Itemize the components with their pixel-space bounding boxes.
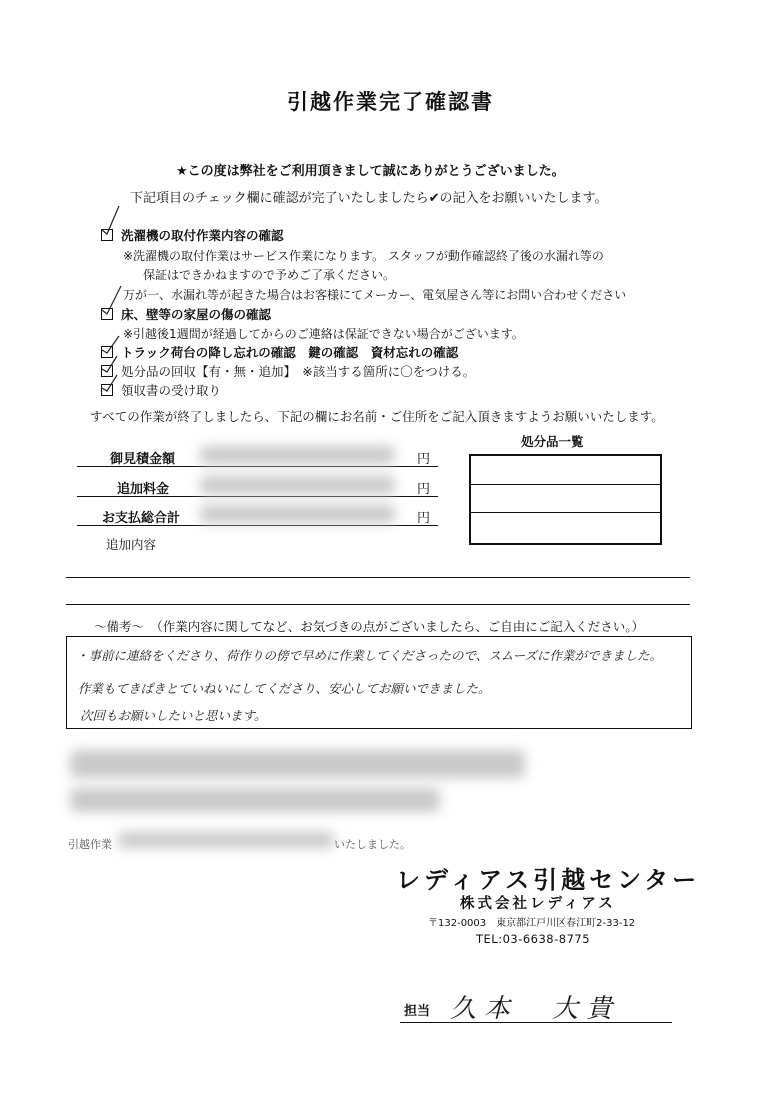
company-phone: TEL:03-6638-8775 xyxy=(476,932,591,946)
company-address: 〒132-0003 東京都江戸川区春江町2-33-12 xyxy=(428,918,636,929)
company-name: 株式会社レディアス xyxy=(460,896,616,912)
check-mark-icon xyxy=(102,286,121,314)
remarks-header: ～備考～ （作業内容に関してなど、お気づきの点がございましたら、ご自由にご記入ください。） xyxy=(94,619,645,634)
disposal-list-title: 処分品一覧 xyxy=(521,434,584,449)
staff-signature: 久本 大貴 xyxy=(450,994,621,1024)
additional-content-line xyxy=(66,577,690,578)
table-row xyxy=(471,512,660,513)
signature-instruction: すべての作業が終了しましたら、下記の欄にお名前・ご住所をご記入頂きますようお願いいたします。 xyxy=(90,409,664,424)
washer-note-1: ※洗濯機の取付作業はサービス作業になります。 スタッフが動作確認終了後の水漏れ等の xyxy=(123,249,604,263)
remarks-line-3: 次回もお願いしたいと思います。 xyxy=(80,708,267,723)
checklist-item-washer: 洗濯機の取付作業内容の確認 xyxy=(101,226,284,244)
checklist-item-receipt: 領収書の受け取り xyxy=(101,381,221,399)
redacted-customer-name xyxy=(70,750,525,778)
additional-content-line xyxy=(66,604,690,605)
company-brand: レディアス引越センター xyxy=(396,866,701,894)
check-mark-icon xyxy=(102,375,117,391)
additional-fee-label: 追加料金 xyxy=(117,482,170,497)
completion-statement-end: いたしました。 xyxy=(334,838,411,851)
checklist-item-truck: トラック荷台の降し忘れの確認 鍵の確認 資材忘れの確認 xyxy=(101,343,458,361)
washer-note-2: 保証はできかねますので予めご了承ください。 xyxy=(143,268,396,282)
total-currency: 円 xyxy=(417,511,431,526)
redacted-additional-fee xyxy=(200,476,395,494)
redacted-estimate xyxy=(200,446,395,464)
additional-content-label: 追加内容 xyxy=(106,537,157,552)
total-label: お支払総合計 xyxy=(102,511,181,526)
disposal-list-table xyxy=(469,454,662,545)
table-row xyxy=(471,484,660,485)
total-underline xyxy=(77,525,438,526)
check-mark-icon xyxy=(102,206,119,234)
check-marks xyxy=(95,200,135,400)
signature-line xyxy=(400,1022,672,1023)
redacted-total xyxy=(200,505,395,523)
estimate-underline xyxy=(77,466,438,467)
damage-note: ※引越後1週間が経過してからのご連絡は保証できない場合がございます。 xyxy=(123,327,524,341)
check-mark-icon xyxy=(102,336,119,353)
document-title: 引越作業完了確認書 xyxy=(287,90,494,114)
thanks-message: ★この度は弊社をご利用頂きまして誠にありがとうございました。 xyxy=(176,164,565,179)
redacted-completion-statement xyxy=(118,832,334,848)
washer-note-3: 万が一、水漏れ等が起きた場合はお客様にてメーカー、電気屋さん等にお問い合わせください xyxy=(123,288,627,302)
additional-fee-underline xyxy=(77,496,438,497)
estimate-label: 御見積金額 xyxy=(110,452,176,467)
remarks-line-2: 作業もてきぱきとていねいにしてくださり、安心してお願いできました。 xyxy=(78,681,491,696)
checklist-instruction: 下記項目のチェック欄に確認が完了いたしましたら✔の記入をお願いいたします。 xyxy=(130,191,608,206)
estimate-currency: 円 xyxy=(417,452,431,467)
staff-label: 担当 xyxy=(404,1004,431,1019)
checklist-item-damage: 床、壁等の家屋の傷の確認 xyxy=(101,305,271,323)
check-mark-icon xyxy=(102,356,117,372)
completion-statement-start: 引越作業 xyxy=(68,838,112,851)
additional-fee-currency: 円 xyxy=(417,482,431,497)
redacted-customer-address xyxy=(70,788,440,812)
checklist-item-disposal: 処分品の回収【有・無・追加】 ※該当する箇所に〇をつける。 xyxy=(101,362,475,380)
remarks-line-1: ・事前に連絡をくださり、荷作りの傍で早めに作業してくださったので、スムーズに作業ができました。 xyxy=(76,648,663,663)
